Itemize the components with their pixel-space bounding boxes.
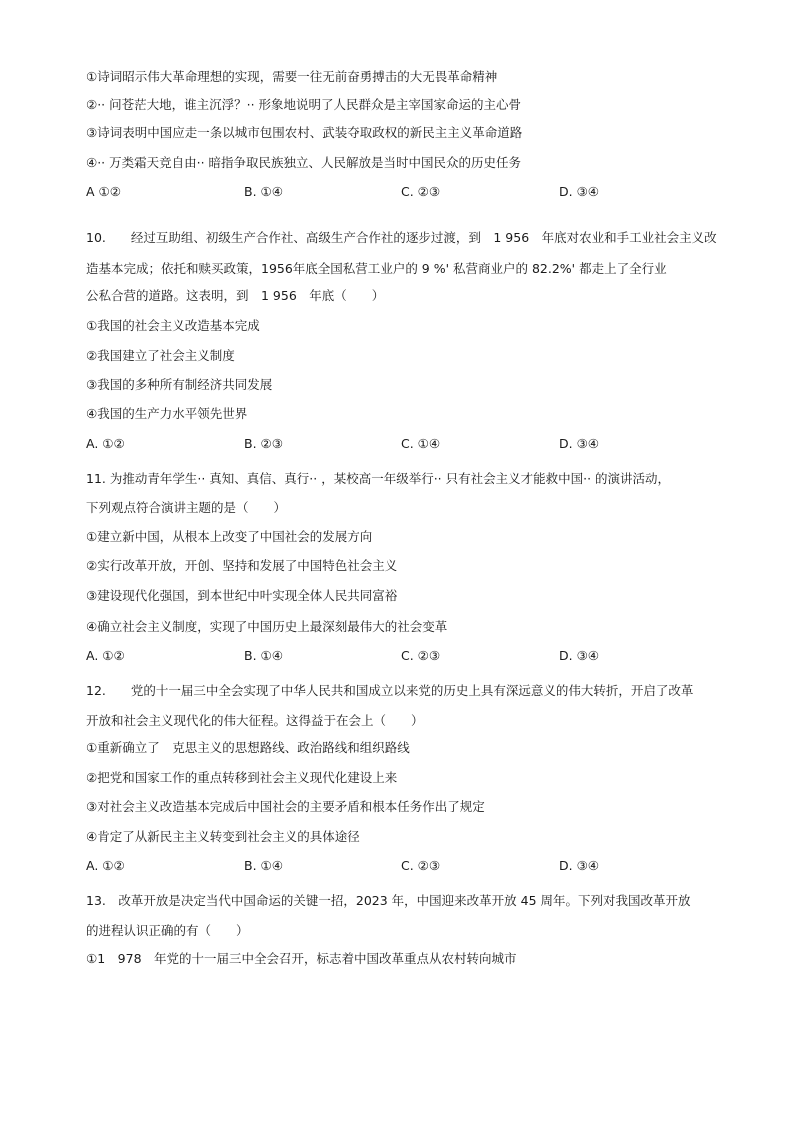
q9-choice-b: B. ①④ [244, 184, 283, 199]
q11-stem-line-2: 下列观点符合演讲主题的是（ ） [86, 500, 287, 515]
q11-stem-line-1: 11. 为推动青年学生·· 真知、真信、真行·· ，某校高一年级举行·· 只有社会主义才能救中国·· 的演讲活动， [86, 471, 671, 486]
q12-stem-line-2: 开放和社会主义现代化的伟大征程。这得益于在会上（ ） [86, 713, 424, 728]
q10-option-1: ①我国的社会主义改造基本完成 [86, 318, 260, 333]
q10-choice-d: D. ③④ [559, 436, 599, 451]
q11-choice-d: D. ③④ [559, 648, 599, 663]
q11-option-4: ④确立社会主义制度，实现了中国历史上最深刻最伟大的社会变革 [86, 619, 448, 634]
q11-option-3: ③建设现代化强国，到本世纪中叶实现全体人民共同富裕 [86, 588, 398, 603]
q11-choice-c: C. ②③ [401, 648, 441, 663]
q12-option-1: ①重新确立了 克思主义的思想路线、政治路线和组织路线 [86, 740, 410, 755]
q10-choice-c: C. ①④ [401, 436, 441, 451]
q12-choice-b: B. ①④ [244, 858, 283, 873]
q13-option-1: ①1 978 年党的十一届三中全会召开，标志着中国改革重点从农村转向城市 [86, 951, 517, 966]
q12-choice-a: A. ①② [86, 858, 125, 873]
q11-choice-a: A. ①② [86, 648, 125, 663]
q12-option-4: ④肯定了从新民主主义转变到社会主义的具体途径 [86, 829, 360, 844]
q10-stem-line-2: 造基本完成；依托和赎买政策，1956年底全国私营工业户的 9 %' 私营商业户的 82.2%' 都走上了全行业 [86, 261, 667, 276]
q9-option-3: ③诗词表明中国应走一条以城市包围农村、武装夺取政权的新民主主义革命道路 [86, 125, 523, 140]
q11-option-2: ②实行改革开放，开创、坚持和发展了中国特色社会主义 [86, 558, 398, 573]
q12-choice-c: C. ②③ [401, 858, 441, 873]
q10-choice-a: A. ①② [86, 436, 125, 451]
q9-option-1: ①诗词昭示伟大革命理想的实现，需要一往无前奋勇搏击的大无畏革命精神 [86, 69, 498, 84]
q9-option-4: ④·· 万类霜天竞自由·· 暗指争取民族独立、人民解放是当时中国民众的历史任务 [86, 155, 522, 170]
q10-stem-line-3: 公私合营的道路。这表明，到 1 956 年底（ ） [86, 288, 385, 303]
q11-choice-b: B. ①④ [244, 648, 283, 663]
q12-choice-d: D. ③④ [559, 858, 599, 873]
q13-stem-line-1: 13. 改革开放是决定当代中国命运的关键一招，2023 年，中国迎来改革开放 45 周年。下列对我国改革开放 [86, 893, 691, 908]
q9-choice-a: A ①② [86, 184, 121, 199]
q12-option-2: ②把党和国家工作的重点转移到社会主义现代化建设上来 [86, 770, 398, 785]
q12-stem-line-1: 12. 党的十一届三中全会实现了中华人民共和国成立以来党的历史上具有深远意义的伟大转折，开启了改革 [86, 683, 694, 698]
q10-option-2: ②我国建立了社会主义制度 [86, 348, 235, 363]
q10-option-4: ④我国的生产力水平领先世界 [86, 406, 248, 421]
q9-option-2: ②·· 问苍茫大地，谁主沉浮？·· 形象地说明了人民群众是主宰国家命运的主心骨 [86, 97, 522, 112]
q9-choice-d: D. ③④ [559, 184, 599, 199]
q13-stem-line-2: 的进程认识正确的有（ ） [86, 923, 249, 938]
q10-option-3: ③我国的多种所有制经济共同发展 [86, 377, 273, 392]
q10-choice-b: B. ②③ [244, 436, 283, 451]
q9-choice-c: C. ②③ [401, 184, 441, 199]
q12-option-3: ③对社会主义改造基本完成后中国社会的主要矛盾和根本任务作出了规定 [86, 799, 485, 814]
q10-stem-line-1: 10. 经过互助组、初级生产合作社、高级生产合作社的逐步过渡，到 1 956 年底对农业和手工业社会主义改 [86, 230, 717, 245]
q11-option-1: ①建立新中国，从根本上改变了中国社会的发展方向 [86, 529, 373, 544]
